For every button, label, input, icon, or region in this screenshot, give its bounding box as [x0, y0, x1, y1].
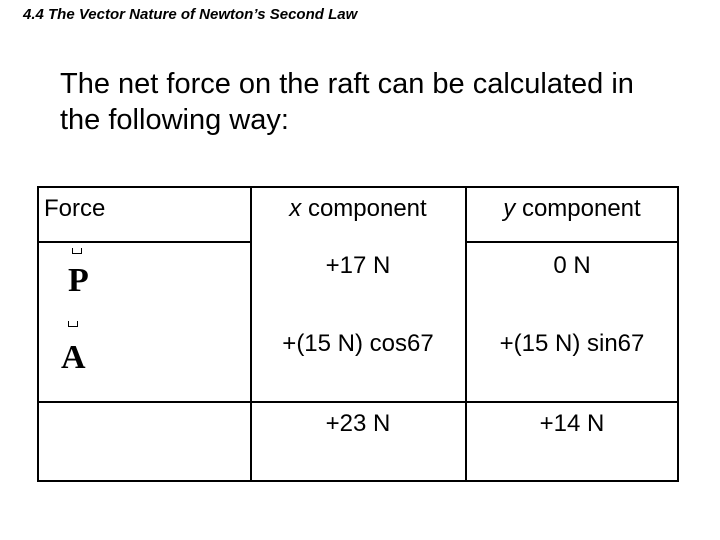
y-variable: y: [503, 195, 516, 222]
slide-header: 4.4 The Vector Nature of Newton’s Second Law: [23, 6, 358, 23]
vector-arrow-icon: [68, 321, 78, 327]
x-value-p: +17 N: [325, 252, 391, 279]
x-value-a: +(15 N) cos67: [282, 330, 434, 357]
x-value-total: +23 N: [325, 410, 391, 437]
intro-text: The net force on the raft can be calculated in the following way:: [60, 68, 634, 136]
y-value-a: +(15 N) sin67: [499, 330, 645, 357]
vector-arrow-icon: [72, 248, 82, 254]
header-divider: [466, 241, 677, 243]
header-divider: [39, 241, 251, 243]
y-value-p: 0 N: [553, 252, 591, 279]
force-table: [37, 186, 679, 482]
y-value-total: +14 N: [539, 410, 605, 437]
header-y-component: y component: [503, 195, 641, 222]
force-symbol-p: P: [68, 262, 89, 299]
header-x-component: x component: [289, 195, 427, 222]
total-divider: [39, 401, 677, 403]
force-symbol-a: A: [61, 339, 86, 376]
x-variable: x: [289, 195, 302, 222]
header-force: Force: [44, 195, 106, 222]
